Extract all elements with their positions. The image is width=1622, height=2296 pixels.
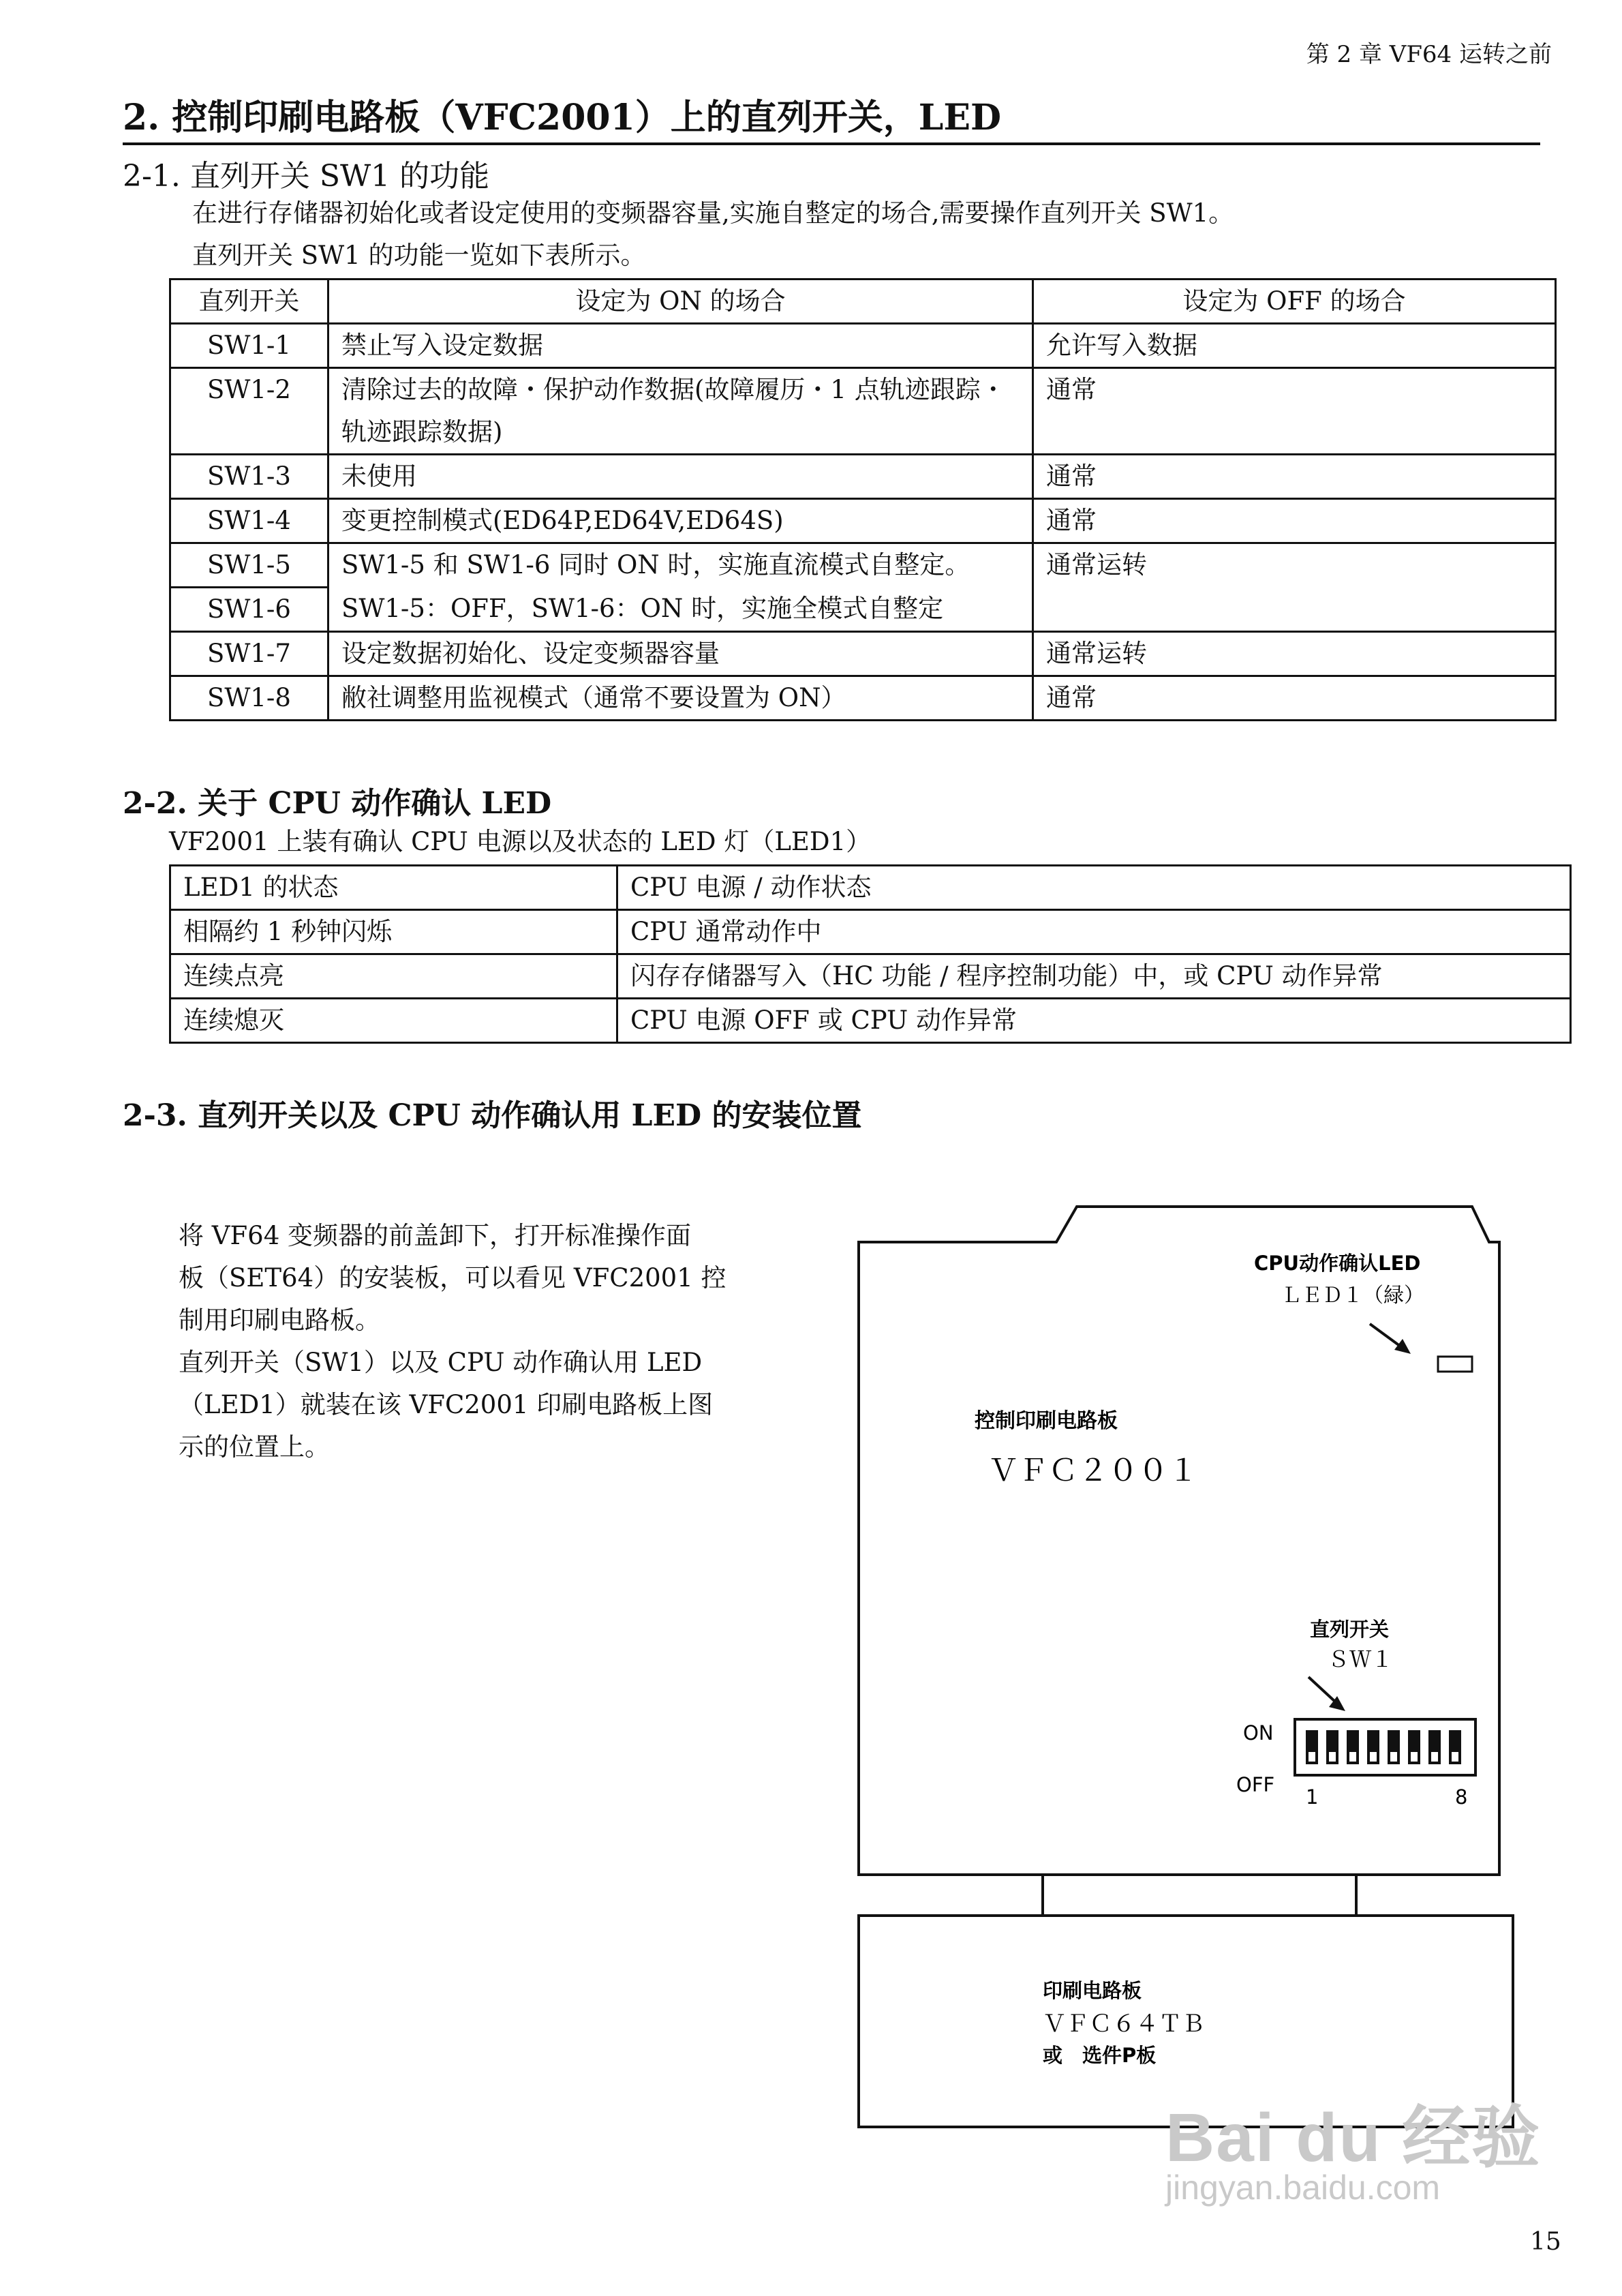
watermark-url: jingyan.baidu.com <box>1165 2169 1441 2207</box>
header-switch: 直列开关 <box>170 280 328 324</box>
header-cpu-status: CPU 电源 / 动作状态 <box>617 866 1571 910</box>
on-label: ON <box>1243 1721 1274 1744</box>
table-header-row <box>170 866 1571 910</box>
switch-id: SW1-7 <box>170 632 328 676</box>
dip-lever-knob <box>1390 1752 1397 1762</box>
table-header-row <box>170 280 1556 324</box>
watermark-brand: Bai du 经验 <box>1165 2100 1542 2176</box>
table-row <box>170 632 1556 676</box>
section-2-1-heading: 2-1. 直列开关 SW1 的功能 <box>123 159 490 194</box>
table-row <box>170 368 1556 455</box>
on-desc: 变更控制模式(ED64P,ED64V,ED64S) <box>328 499 1033 543</box>
switch-id: SW1-1 <box>170 324 328 368</box>
off-desc: 通常运转 <box>1033 632 1556 676</box>
text-line: （LED1）就装在该 VFC2001 印刷电路板上图 <box>179 1390 714 1419</box>
off-desc: 通常 <box>1033 499 1556 543</box>
led-state: 相隔约 1 秒钟闪烁 <box>170 910 617 954</box>
switch-pointer-arrow <box>1309 1677 1336 1702</box>
dip-lever-knob <box>1411 1752 1418 1762</box>
cpu-status: CPU 电源 OFF 或 CPU 动作异常 <box>617 999 1571 1043</box>
led-status-table <box>169 864 1572 1044</box>
board-connector <box>1043 1875 1356 1916</box>
text-line: 板（SET64）的安装板，可以看见 VFC2001 控 <box>179 1263 726 1293</box>
page-title: 2. 控制印刷电路板（VFC2001）上的直列开关，LED <box>123 89 1540 145</box>
table-row <box>170 543 1556 588</box>
switch-id: SW1-2 <box>170 368 328 455</box>
on-desc: 禁止写入设定数据 <box>328 324 1033 368</box>
table-row <box>170 324 1556 368</box>
switch-name: ＳＷ１ <box>1328 1646 1394 1672</box>
table-row <box>170 910 1571 954</box>
table-row <box>170 954 1571 999</box>
header-off: 设定为 OFF 的场合 <box>1033 280 1556 324</box>
switch-id: SW1-8 <box>170 676 328 721</box>
switch-id: SW1-4 <box>170 499 328 543</box>
section-2-3-heading: 2-3. 直列开关以及 CPU 动作确认用 LED 的安装位置 <box>123 1098 862 1133</box>
on-desc: SW1-5 和 SW1-6 同时 ON 时，实施直流模式自整定。 <box>328 543 1033 588</box>
text-line: 制用印刷电路板。 <box>179 1305 380 1335</box>
text-line: 将 VF64 变频器的前盖卸下，打开标准操作面 <box>179 1221 691 1250</box>
section-2-2-heading: 2-2. 关于 CPU 动作确认 LED <box>123 786 552 821</box>
cpu-status: 闪存存储器写入（HC 功能 / 程序控制功能）中，或 CPU 动作异常 <box>617 954 1571 999</box>
switch-id: SW1-3 <box>170 455 328 499</box>
on-desc: 设定数据初始化、设定变频器容量 <box>328 632 1033 676</box>
dip-lever-knob <box>1349 1752 1356 1762</box>
dip-lever-knob <box>1309 1752 1315 1762</box>
switch-id: SW1-5 <box>170 543 328 588</box>
dip-lever-knob <box>1329 1752 1336 1762</box>
switch-pos-first: 1 <box>1306 1785 1319 1809</box>
board-diagram <box>845 1186 1533 2134</box>
dip-lever-knob <box>1370 1752 1377 1762</box>
switch-pos-last: 8 <box>1455 1785 1468 1809</box>
off-label: OFF <box>1236 1773 1275 1796</box>
table-row <box>170 455 1556 499</box>
on-desc: 敝社调整用监视模式（通常不要设置为 ON） <box>328 676 1033 721</box>
off-desc: 通常运转 <box>1033 543 1556 632</box>
table-row <box>170 676 1556 721</box>
header-led-state: LED1 的状态 <box>170 866 617 910</box>
section-2-3-text <box>179 1215 765 1468</box>
led1-indicator <box>1438 1357 1472 1372</box>
page-number: 15 <box>1530 2228 1561 2256</box>
chapter-header: 第 2 章 VF64 运转之前 <box>1306 41 1552 68</box>
on-desc: SW1-5：OFF，SW1-6：ON 时，实施全模式自整定 <box>328 588 1033 632</box>
section-2-1-para1: 在进行存储器初始化或者设定使用的变频器容量,实施自整定的场合,需要操作直列开关 SW1。 <box>192 198 1234 228</box>
lower-board-label: 印刷电路板 <box>1043 1979 1142 2002</box>
table-row <box>170 999 1571 1043</box>
on-desc: 未使用 <box>328 455 1033 499</box>
lower-board-option: 或 选件P板 <box>1043 2044 1157 2067</box>
text-line: 直列开关（SW1）以及 CPU 动作确认用 LED <box>179 1348 703 1377</box>
cpu-status: CPU 通常动作中 <box>617 910 1571 954</box>
led-name: ＬＥＤ１（緑） <box>1281 1284 1424 1308</box>
switch-label: 直列开关 <box>1310 1618 1390 1641</box>
on-desc: 清除过去的故障・保护动作数据(故障履历・1 点轨迹跟踪・轨迹跟踪数据) <box>328 368 1033 455</box>
lower-board-name: ＶＦＣ６４ＴＢ <box>1043 2010 1205 2038</box>
table-row <box>170 499 1556 543</box>
section-2-1-para2: 直列开关 SW1 的功能一览如下表所示。 <box>192 241 646 270</box>
led-label: CPU动作确认LED <box>1254 1252 1421 1275</box>
board-name: ＶＦＣ２００１ <box>988 1453 1198 1488</box>
led-arrow-head-icon <box>1394 1339 1411 1354</box>
led-state: 连续点亮 <box>170 954 617 999</box>
board-label: 控制印刷电路板 <box>975 1409 1118 1433</box>
led-state: 连续熄灭 <box>170 999 617 1043</box>
section-2-2-para: VF2001 上装有确认 CPU 电源以及状态的 LED 灯（LED1） <box>169 827 872 856</box>
dip-lever-knob <box>1431 1752 1438 1762</box>
off-desc: 通常 <box>1033 676 1556 721</box>
dip-switch-sw1 <box>1295 1719 1475 1775</box>
dip-lever-knob <box>1452 1752 1458 1762</box>
off-desc: 允许写入数据 <box>1033 324 1556 368</box>
switch-id: SW1-6 <box>170 588 328 632</box>
led-pointer-arrow <box>1370 1324 1401 1346</box>
switch-function-table <box>169 278 1557 721</box>
off-desc: 通常 <box>1033 455 1556 499</box>
off-desc: 通常 <box>1033 368 1556 455</box>
text-line: 示的位置上。 <box>179 1432 330 1462</box>
header-on: 设定为 ON 的场合 <box>328 280 1033 324</box>
